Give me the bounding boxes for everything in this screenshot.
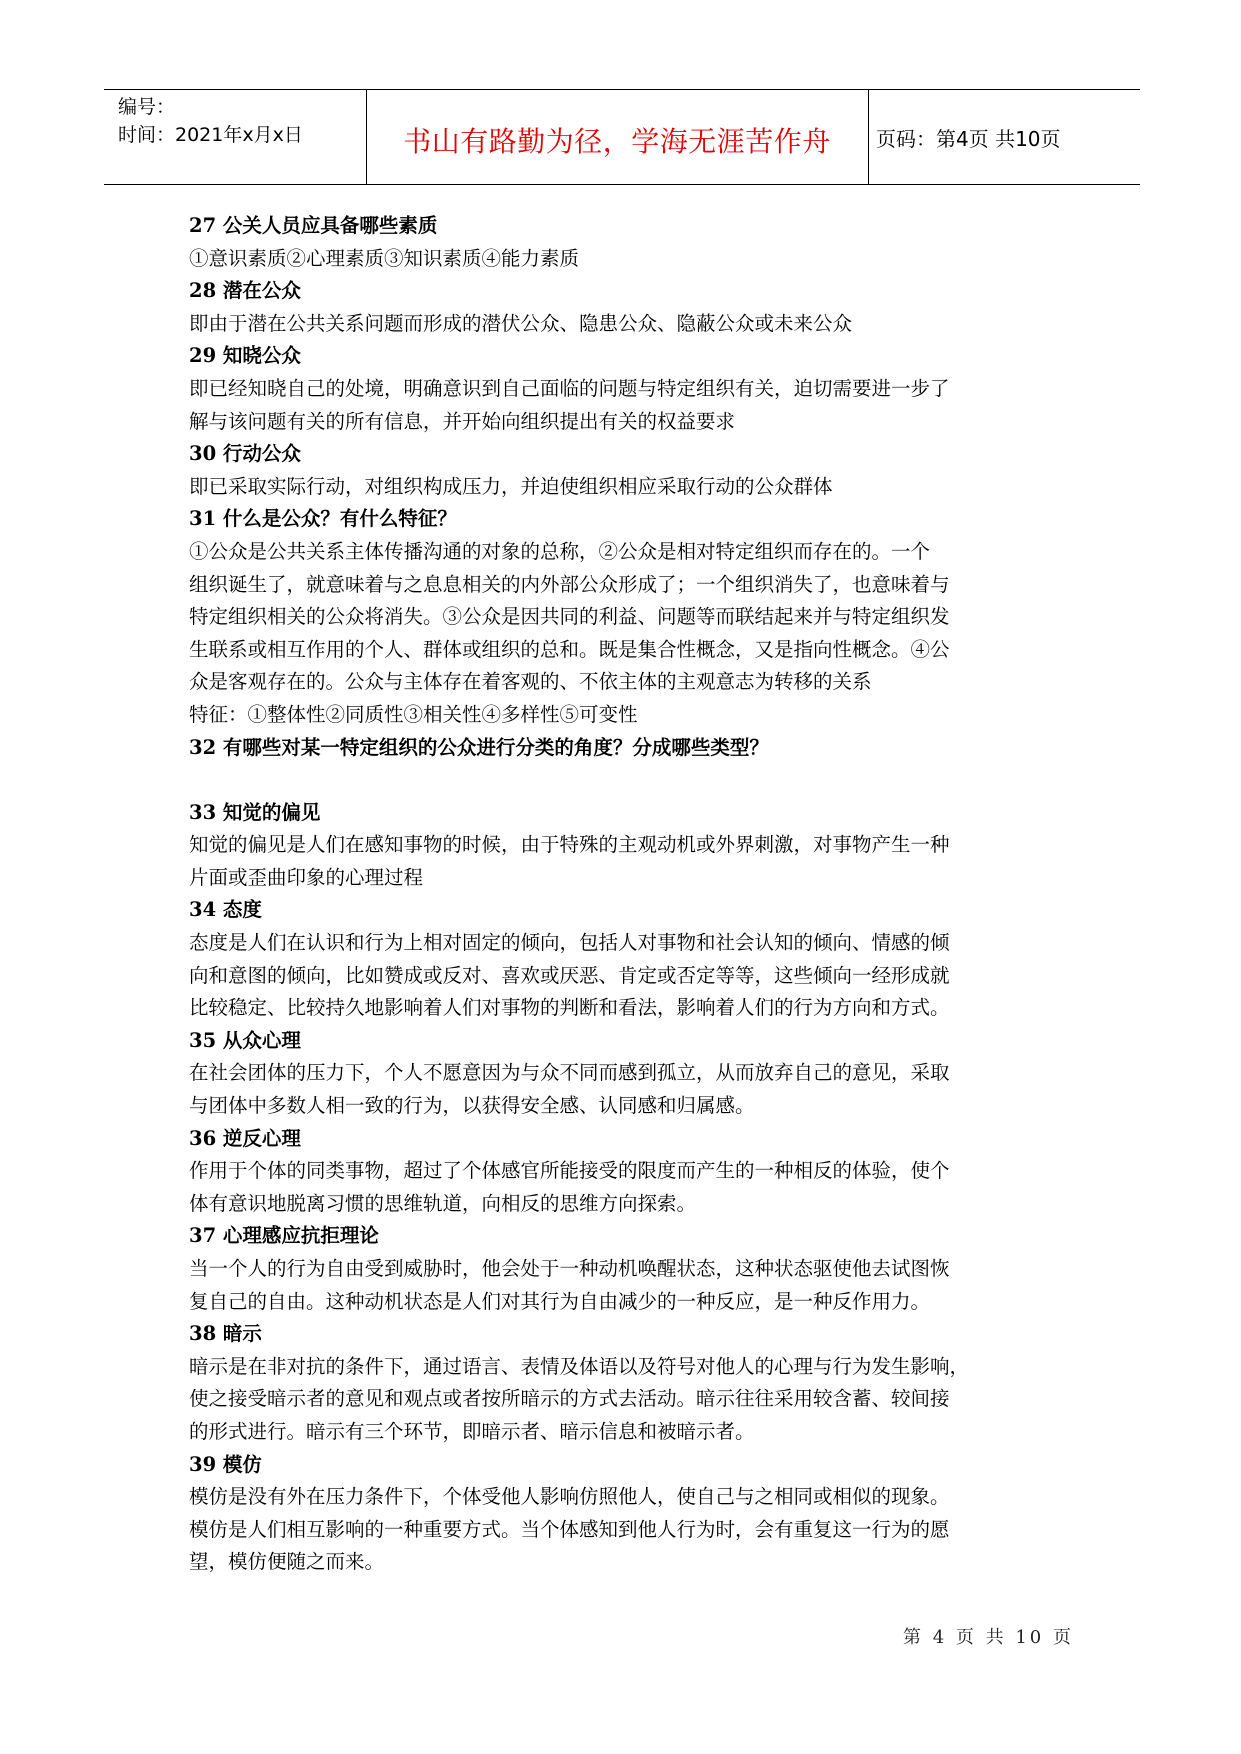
paragraph-line: 态度是人们在认识和行为上相对固定的倾向，包括人对事物和社会认知的倾向、情感的倾 bbox=[189, 931, 950, 955]
section-heading: 28 潜在公众 bbox=[189, 279, 301, 303]
page-footer: 第 4 页 共 10 页 bbox=[903, 1627, 1074, 1648]
paragraph-line: 当一个人的行为自由受到威胁时，他会处于一种动机唤醒状态，这种状态驱使他去试图恢 bbox=[189, 1257, 950, 1280]
paragraph-line bbox=[189, 764, 1069, 797]
page-header bbox=[104, 89, 1140, 185]
paragraph-line: 望，模仿便随之而来。 bbox=[189, 1550, 385, 1574]
section-heading: 34 态度 bbox=[189, 898, 262, 922]
paragraph-line: 的形式进行。暗示有三个环节，即暗示者、暗示信息和被暗示者。 bbox=[189, 1419, 755, 1443]
paragraph-line: 知觉的偏见是人们在感知事物的时候，由于特殊的主观动机或外界刺激，对事物产生一种 bbox=[189, 833, 950, 857]
motto: 书山有路勤为径，学海无涯苦作舟 bbox=[403, 125, 831, 158]
section-heading: 32 有哪些对某一特定组织的公众进行分类的角度？分成哪些类型？ bbox=[189, 735, 769, 759]
paragraph-line: 片面或歪曲印象的心理过程 bbox=[189, 865, 424, 889]
paragraph-line: ①公众是公共关系主体传播沟通的对象的总称，②公众是相对特定组织而存在的。一个 bbox=[189, 539, 931, 563]
paragraph-line: 解与该问题有关的所有信息，并开始向组织提出有关的权益要求 bbox=[189, 409, 736, 433]
paragraph-line: 特征：①整体性②同质性③相关性④多样性⑤可变性 bbox=[189, 702, 638, 726]
paragraph-line: 使之接受暗示者的意见和观点或者按所暗示的方式去活动。暗示往往采用较含蓄、较间接 bbox=[189, 1387, 950, 1411]
paragraph-line: 特定组织相关的公众将消失。③公众是因共同的利益、问题等而联结起来并与特定组织发 bbox=[189, 605, 950, 629]
section-heading: 29 知晓公众 bbox=[189, 344, 301, 368]
paragraph-line: 向和意图的倾向，比如赞成或反对、喜欢或厌恶、肯定或否定等等，这些倾向一经形成就 bbox=[189, 963, 950, 987]
paragraph-line: 与团体中多数人相一致的行为，以获得安全感、认同感和归属感。 bbox=[189, 1094, 755, 1118]
section-heading: 36 逆反心理 bbox=[189, 1126, 301, 1150]
section-heading: 35 从众心理 bbox=[189, 1028, 301, 1052]
header-page-info: 页码：第4页 共10页 bbox=[876, 127, 1061, 151]
section-heading: 38 暗示 bbox=[189, 1322, 262, 1346]
paragraph-line: 即已经知晓自己的处境，明确意识到自己面临的问题与特定组织有关，迫切需要进一步了 bbox=[189, 376, 950, 400]
paragraph-line: 即已采取实际行动，对组织构成压力，并迫使组织相应采取行动的公众群体 bbox=[189, 474, 833, 498]
paragraph-line: 比较稳定、比较持久地影响着人们对事物的判断和看法，影响着人们的行为方向和方式。 bbox=[189, 996, 950, 1020]
paragraph-line: 复自己的自由。这种动机状态是人们对其行为自由减少的一种反应，是一种反作用力。 bbox=[189, 1289, 931, 1313]
section-heading: 30 行动公众 bbox=[189, 442, 301, 466]
section-heading: 37 心理感应抗拒理论 bbox=[189, 1224, 379, 1248]
section-heading: 33 知觉的偏见 bbox=[189, 800, 321, 824]
paragraph-line: 在社会团体的压力下，个人不愿意因为与众不同而感到孤立，从而放弃自己的意见，采取 bbox=[189, 1061, 950, 1085]
section-heading: 31 什么是公众？有什么特征？ bbox=[189, 507, 457, 531]
paragraph-line: 模仿是人们相互影响的一种重要方式。当个体感知到他人行为时，会有重复这一行为的愿 bbox=[189, 1517, 950, 1541]
time-label: 时间：2021年x月x日 bbox=[118, 124, 303, 146]
paragraph-line: 暗示是在非对抗的条件下，通过语言、表情及体语以及符号对他人的心理与行为发生影响， bbox=[189, 1354, 970, 1378]
paragraph-line: 即由于潜在公共关系问题而形成的潜伏公众、隐患公众、隐蔽公众或未来公众 bbox=[189, 311, 853, 335]
paragraph-line: 众是客观存在的。公众与主体存在着客观的、不依主体的主观意志为转移的关系 bbox=[189, 670, 872, 694]
paragraph-line: 组织诞生了，就意味着与之息息相关的内外部公众形成了；一个组织消失了，也意味着与 bbox=[189, 572, 950, 596]
paragraph-line: 体有意识地脱离习惯的思维轨道，向相反的思维方向探索。 bbox=[189, 1191, 697, 1215]
document-body bbox=[189, 210, 1069, 1579]
paragraph-line: 作用于个体的同类事物，超过了个体感官所能接受的限度而产生的一种相反的体验，使个 bbox=[189, 1159, 950, 1183]
section-heading: 39 模仿 bbox=[189, 1452, 262, 1476]
paragraph-line: 模仿是没有外在压力条件下，个体受他人影响仿照他人，使自己与之相同或相似的现象。 bbox=[189, 1485, 950, 1509]
header-divider bbox=[868, 90, 869, 184]
code-label: 编号： bbox=[118, 96, 176, 118]
paragraph-line: ①意识素质②心理素质③知识素质④能力素质 bbox=[189, 246, 580, 270]
paragraph-line: 生联系或相互作用的个人、群体或组织的总和。既是集合性概念，又是指向性概念。④公 bbox=[189, 637, 950, 661]
section-heading: 27 公关人员应具备哪些素质 bbox=[189, 214, 438, 237]
